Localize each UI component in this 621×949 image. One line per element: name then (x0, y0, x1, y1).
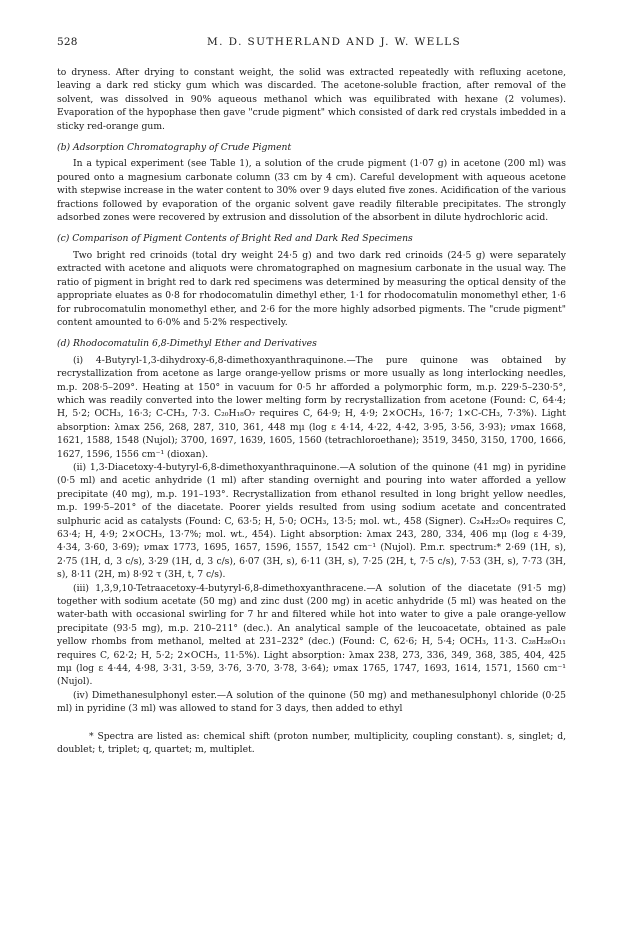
paragraph-ester: (iv) Dimethanesulphonyl ester.—A solution of the quinone (50 mg) and methanesulphonyl chloride (0·25 ml) in pyridine (3 ml) was allowed to stand for 3 days, then added to ethyl (57, 689, 566, 715)
footnote: * Spectra are listed as: chemical shift (proton number, multiplicity, coupling constant). s, singlet; d, doublet; t, triplet; q, quartet; m, multiplet. (57, 730, 566, 756)
section-heading-b (57, 141, 566, 154)
section-heading-c-text: (c) Comparison of Pigment Contents of Bright Red and Dark Red Specimens (57, 233, 413, 245)
paragraph-quinone: (i) 4-Butyryl-1,3-dihydroxy-6,8-dimethoxyanthraquinone.—The pure quinone was obtained by recrystallization from acetone as large orange-yellow prisms or more usually as long interlocking needles, m.p. 208·5–209°. Heating at 150° in vacuum for 0·5 hr afforded a polymorphic form, m.p. 229·5–230·5°, which was readily converted into the lower melting form by recrystallization from acetone (Found: C, 64·4; H, 5·2; OCH₃, 16·3; C-CH₃, 7·3. C₂₀H₁₈O₇ requires C, 64·9; H, 4·9; 2×OCH₃, 16·7; 1×C-CH₃, 7·3%). Light absorption: λmax 256, 268, 287, 310, 361, 448 mμ (log ε 4·14, 4·22, 4·42, 3·95, 3·56, 3·93); νmax 1668, 1621, 1588, 1548 (Nujol); 3700, 1697, 1639, 1605, 1560 (tetrachloroethane); 3519, 3450, 3150, 1700, 1666, 1627, 1596, 1556 cm⁻¹ (dioxan). (57, 354, 566, 460)
paragraph-leucoacetate: (iii) 1,3,9,10-Tetraacetoxy-4-butyryl-6,8-dimethoxyanthracene.—A solution of the diacetate (91·5 mg) together with sodium acetate (50 mg) and zinc dust (200 mg) in acetic anhydride (5 ml) was heated on the water-bath with occasional swirling for 7 hr and filtered while hot into water to give a pale orange-yellow precipitate (93·5 mg), m.p. 210–211° (dec.). An analytical sample of the leucoacetate, obtained as pale yellow rhombs from methanol, melted at 231–232° (dec.) (Found: C, 62·6; H, 5·4; OCH₃, 11·3. C₂₈H₂₈O₁₁ requires C, 62·2; H, 5·2; 2×OCH₃, 11·5%). Light absorption: λmax 238, 273, 336, 349, 368, 385, 404, 425 mμ (log ε 4·44, 4·98, 3·31, 3·59, 3·76, 3·70, 3·78, 3·64); νmax 1765, 1747, 1693, 1614, 1571, 1560 cm⁻¹ (Nujol). (57, 582, 566, 688)
section-heading-d-text: (d) Rhodocomatulin 6,8-Dimethyl Ether and Derivatives (57, 338, 317, 350)
section-heading-d (57, 337, 566, 350)
paragraph-chromatography: In a typical experiment (see Table 1), a solution of the crude pigment (1·07 g) in acetone (200 ml) was poured onto a magnesium carbonate column (33 cm by 4 cm). Careful development with aqueous acetone with stepwise increase in the water content to 30% over 9 days eluted five zones. Acidification of the various fractions followed by evaporation of the organic solvent gave readily filterable precipitates. The strongly adsorbed zones were recovered by extrusion and dissolution of the absorbent in dilute hydrochloric acid. (57, 158, 566, 224)
paragraph-comparison: Two bright red crinoids (total dry weight 24·5 g) and two dark red crinoids (24·5 g) were separately extracted with acetone and aliquots were chromatographed on magnesium carbonate in the usual way. The ratio of pigment in bright red to dark red specimens was determined by measuring the optical density of the appropriate eluates as 0·8 for rhodocomatulin dimethyl ether, 1·1 for rhodocomatulin monomethyl ether, 1·6 for rubrocomatulin monomethyl ether, and 2·6 for the more highly adsorbed pigments. The "crude pigment" content amounted to 6·0% and 5·2% respectively. (57, 249, 566, 328)
running-header-authors: M. D. SUTHERLAND AND J. W. WELLS (207, 36, 462, 48)
paragraph-continued: to dryness. After drying to constant weight, the solid was extracted repeatedly with refluxing acetone, leaving a dark red sticky gum which was discarded. The acetone-soluble fraction, after removal of the solvent, was dissolved in 90% aqueous methanol which was equilibrated with hexane (2 volumes). Evaporation of the hypophase then gave "crude pigment" which consisted of dark red crystals imbedded in a sticky red-orange gum. (57, 67, 566, 132)
section-heading-b-text: (b) Adsorption Chromatography of Crude Pigment (57, 142, 292, 154)
page-number: 528 (57, 36, 78, 48)
running-header (57, 36, 566, 48)
section-heading-c (57, 232, 566, 245)
paragraph-diacetate: (ii) 1,3-Diacetoxy-4-butyryl-6,8-dimethoxyanthraquinone.—A solution of the quinone (41 mg) in pyridine (0·5 ml) and acetic anhydride (1 ml) after standing overnight and pouring into water afforded a yellow precipitate (40 mg), m.p. 191–193°. Recrystallization from ethanol resulted in long bright yellow needles, m.p. 199·5–201° of the diacetate. Poorer yields resulted from using sodium acetate and concentrated sulphuric acid as catalysts (Found: C, 63·5; H, 5·0; OCH₃, 13·5; mol. wt., 458 (Signer). C₂₄H₂₂O₉ requires C, 63·4; H, 4·9; 2×OCH₃, 13·7%; mol. wt., 454). Light absorption: λmax 243, 280, 334, 406 mμ (log ε 4·39, 4·34, 3·60, 3·69); νmax 1773, 1695, 1657, 1596, 1557, 1542 cm⁻¹ (Nujol). P.m.r. spectrum:* 2·69 (1H, s), 2·75 (1H, d, 3 c/s), 3·29 (1H, d, 3 c/s), 6·07 (3H, s), 6·11 (3H, s), 7·25 (2H, t, 7·5 c/s), 7·53 (3H, s), 7·73 (3H, s), 8·11 (2H, m) 8·92 τ (3H, t, 7 c/s). (57, 461, 566, 581)
